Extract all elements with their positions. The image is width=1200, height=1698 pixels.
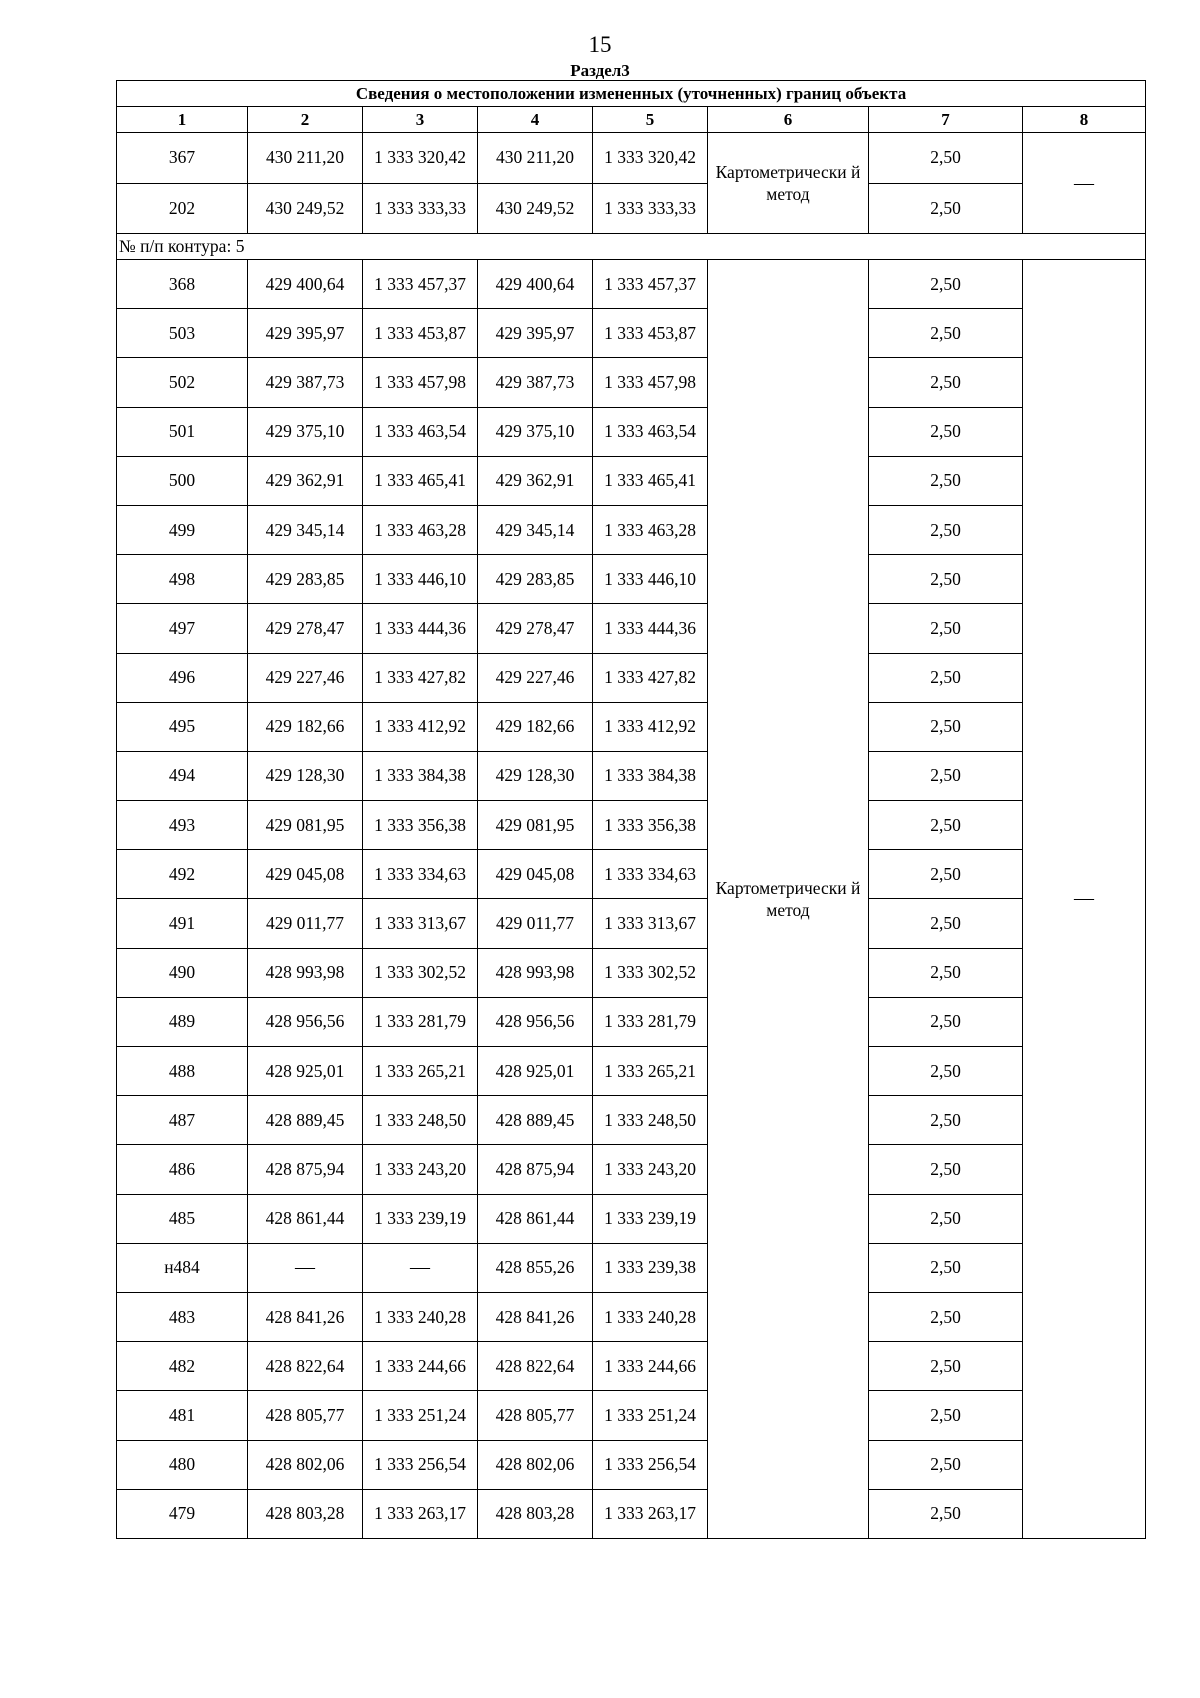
cell-col-7: 2,50 xyxy=(869,358,1023,407)
section-title: Раздел3 xyxy=(570,61,630,80)
cell-col-7: 2,50 xyxy=(869,850,1023,899)
cell-col-3: 1 333 320,42 xyxy=(363,133,478,184)
cell-col-4: 428 889,45 xyxy=(478,1096,593,1145)
table-row xyxy=(117,1145,1146,1194)
cell-col-5: 1 333 463,54 xyxy=(593,407,708,456)
cell-col-1: 495 xyxy=(117,702,248,751)
cell-col-1: 502 xyxy=(117,358,248,407)
cell-col-1: 483 xyxy=(117,1292,248,1341)
column-header-4: 4 xyxy=(478,107,593,133)
cell-col-3: 1 333 281,79 xyxy=(363,997,478,1046)
contour-label: № п/п контура: 5 xyxy=(117,234,1146,260)
cell-col-4: 429 128,30 xyxy=(478,751,593,800)
table-row xyxy=(117,1047,1146,1096)
cell-col-3: 1 333 446,10 xyxy=(363,555,478,604)
table-row xyxy=(117,751,1146,800)
cell-col-2: 428 802,06 xyxy=(248,1440,363,1489)
cell-col-1: 496 xyxy=(117,653,248,702)
cell-col-2: 429 227,46 xyxy=(248,653,363,702)
cell-col-3: 1 333 463,54 xyxy=(363,407,478,456)
cell-col-5: 1 333 384,38 xyxy=(593,751,708,800)
cell-col-3: — xyxy=(363,1243,478,1292)
table-row xyxy=(117,133,1146,184)
cell-col-5: 1 333 320,42 xyxy=(593,133,708,184)
cell-col-1: 503 xyxy=(117,309,248,358)
cell-col-5: 1 333 302,52 xyxy=(593,948,708,997)
cell-col-4: 429 283,85 xyxy=(478,555,593,604)
cell-col-7: 2,50 xyxy=(869,948,1023,997)
cell-col-1: 497 xyxy=(117,604,248,653)
cell-col-4: 430 249,52 xyxy=(478,183,593,234)
cell-col-2: 429 011,77 xyxy=(248,899,363,948)
cell-col-4: 429 362,91 xyxy=(478,456,593,505)
coordinates-table xyxy=(116,80,1146,1539)
table-row xyxy=(117,702,1146,751)
cell-col-4: 429 045,08 xyxy=(478,850,593,899)
cell-col-4: 429 375,10 xyxy=(478,407,593,456)
cell-col-5: 1 333 427,82 xyxy=(593,653,708,702)
table-row xyxy=(117,604,1146,653)
cell-col-2: 428 861,44 xyxy=(248,1194,363,1243)
cell-col-7: 2,50 xyxy=(869,1489,1023,1538)
cell-col-7: 2,50 xyxy=(869,1440,1023,1489)
table-row xyxy=(117,899,1146,948)
cell-col-7: 2,50 xyxy=(869,1342,1023,1391)
column-header-3: 3 xyxy=(363,107,478,133)
cell-col-3: 1 333 356,38 xyxy=(363,801,478,850)
table-row xyxy=(117,358,1146,407)
cell-col-4: 428 855,26 xyxy=(478,1243,593,1292)
cell-col-5: 1 333 240,28 xyxy=(593,1292,708,1341)
cell-col-7: 2,50 xyxy=(869,751,1023,800)
column-header-row xyxy=(117,107,1146,133)
cell-col-3: 1 333 302,52 xyxy=(363,948,478,997)
cell-col-3: 1 333 263,17 xyxy=(363,1489,478,1538)
cell-col-5: 1 333 265,21 xyxy=(593,1047,708,1096)
cell-col-1: 479 xyxy=(117,1489,248,1538)
table-title: Сведения о местоположении измененных (уточненных) границ объекта xyxy=(117,81,1146,107)
cell-col-5: 1 333 239,38 xyxy=(593,1243,708,1292)
cell-col-7: 2,50 xyxy=(869,1292,1023,1341)
cell-col-7: 2,50 xyxy=(869,260,1023,309)
cell-col-5: 1 333 263,17 xyxy=(593,1489,708,1538)
table-row xyxy=(117,1391,1146,1440)
cell-col-5: 1 333 243,20 xyxy=(593,1145,708,1194)
cell-col-3: 1 333 457,37 xyxy=(363,260,478,309)
cell-col-5: 1 333 239,19 xyxy=(593,1194,708,1243)
cell-col-7: 2,50 xyxy=(869,997,1023,1046)
cell-col-1: н484 xyxy=(117,1243,248,1292)
column-header-6: 6 xyxy=(708,107,869,133)
cell-col-4: 429 227,46 xyxy=(478,653,593,702)
cell-col-2: 430 211,20 xyxy=(248,133,363,184)
cell-col-1: 493 xyxy=(117,801,248,850)
cell-col-1: 487 xyxy=(117,1096,248,1145)
cell-col-3: 1 333 313,67 xyxy=(363,899,478,948)
cell-col-4: 428 805,77 xyxy=(478,1391,593,1440)
cell-col-4: 429 081,95 xyxy=(478,801,593,850)
cell-col-2: 429 045,08 xyxy=(248,850,363,899)
cell-col-2: 429 081,95 xyxy=(248,801,363,850)
table-row xyxy=(117,1243,1146,1292)
cell-col-5: 1 333 453,87 xyxy=(593,309,708,358)
table-row xyxy=(117,1342,1146,1391)
cell-col-2: 428 805,77 xyxy=(248,1391,363,1440)
table-row xyxy=(117,456,1146,505)
cell-col-7: 2,50 xyxy=(869,1096,1023,1145)
cell-col-1: 501 xyxy=(117,407,248,456)
cell-col-1: 481 xyxy=(117,1391,248,1440)
cell-col-5: 1 333 256,54 xyxy=(593,1440,708,1489)
cell-col-4: 429 345,14 xyxy=(478,505,593,554)
table-row xyxy=(117,1489,1146,1538)
column-header-5: 5 xyxy=(593,107,708,133)
cell-col-2: 429 283,85 xyxy=(248,555,363,604)
cell-col-1: 367 xyxy=(117,133,248,184)
cell-col-4: 428 861,44 xyxy=(478,1194,593,1243)
cell-col-3: 1 333 248,50 xyxy=(363,1096,478,1145)
cell-col-3: 1 333 333,33 xyxy=(363,183,478,234)
cell-col-5: 1 333 457,98 xyxy=(593,358,708,407)
cell-col-7: 2,50 xyxy=(869,702,1023,751)
cell-col-3: 1 333 239,19 xyxy=(363,1194,478,1243)
cell-col-7: 2,50 xyxy=(869,309,1023,358)
cell-col-5: 1 333 244,66 xyxy=(593,1342,708,1391)
cell-col-7: 2,50 xyxy=(869,899,1023,948)
cell-col-2: 429 278,47 xyxy=(248,604,363,653)
cell-col-3: 1 333 265,21 xyxy=(363,1047,478,1096)
contour-row xyxy=(117,234,1146,260)
cell-col-2: 429 128,30 xyxy=(248,751,363,800)
cell-col-1: 489 xyxy=(117,997,248,1046)
cell-col-2: 429 182,66 xyxy=(248,702,363,751)
cell-col-5: 1 333 248,50 xyxy=(593,1096,708,1145)
cell-col-1: 485 xyxy=(117,1194,248,1243)
cell-col-2: 429 362,91 xyxy=(248,456,363,505)
table-row xyxy=(117,997,1146,1046)
cell-col-5: 1 333 281,79 xyxy=(593,997,708,1046)
cell-col-7: 2,50 xyxy=(869,604,1023,653)
cell-col-1: 490 xyxy=(117,948,248,997)
cell-col-1: 498 xyxy=(117,555,248,604)
cell-col-1: 482 xyxy=(117,1342,248,1391)
cell-col-7: 2,50 xyxy=(869,801,1023,850)
cell-col-4: 428 925,01 xyxy=(478,1047,593,1096)
cell-col-2: 428 875,94 xyxy=(248,1145,363,1194)
cell-col-3: 1 333 256,54 xyxy=(363,1440,478,1489)
cell-col-5: 1 333 446,10 xyxy=(593,555,708,604)
column-header-8: 8 xyxy=(1023,107,1146,133)
cell-col-5: 1 333 333,33 xyxy=(593,183,708,234)
cell-col-2: 429 375,10 xyxy=(248,407,363,456)
cell-col-2: 429 387,73 xyxy=(248,358,363,407)
cell-col-3: 1 333 463,28 xyxy=(363,505,478,554)
table-row xyxy=(117,1096,1146,1145)
cell-col-3: 1 333 244,66 xyxy=(363,1342,478,1391)
cell-col-5: 1 333 313,67 xyxy=(593,899,708,948)
cell-col-7: 2,50 xyxy=(869,1194,1023,1243)
cell-col-7: 2,50 xyxy=(869,505,1023,554)
cell-col-7: 2,50 xyxy=(869,183,1023,234)
cell-col-3: 1 333 243,20 xyxy=(363,1145,478,1194)
table-row xyxy=(117,260,1146,309)
cell-col-1: 488 xyxy=(117,1047,248,1096)
cell-col-2: 428 889,45 xyxy=(248,1096,363,1145)
cell-col-2: 429 345,14 xyxy=(248,505,363,554)
cell-col-5: 1 333 465,41 xyxy=(593,456,708,505)
column-header-2: 2 xyxy=(248,107,363,133)
cell-col-1: 491 xyxy=(117,899,248,948)
cell-col-1: 486 xyxy=(117,1145,248,1194)
cell-col-5: 1 333 457,37 xyxy=(593,260,708,309)
cell-col-4: 429 182,66 xyxy=(478,702,593,751)
table-row xyxy=(117,948,1146,997)
column-header-7: 7 xyxy=(869,107,1023,133)
method-cell: Картометрически й метод xyxy=(708,133,869,234)
cell-col-5: 1 333 334,63 xyxy=(593,850,708,899)
table-row xyxy=(117,801,1146,850)
cell-col-1: 500 xyxy=(117,456,248,505)
cell-col-7: 2,50 xyxy=(869,456,1023,505)
cell-col-5: 1 333 463,28 xyxy=(593,505,708,554)
cell-col-4: 429 387,73 xyxy=(478,358,593,407)
cell-col-3: 1 333 334,63 xyxy=(363,850,478,899)
cell-col-3: 1 333 444,36 xyxy=(363,604,478,653)
cell-col-1: 499 xyxy=(117,505,248,554)
cell-col-4: 430 211,20 xyxy=(478,133,593,184)
table-row xyxy=(117,309,1146,358)
cell-col-7: 2,50 xyxy=(869,653,1023,702)
table-row xyxy=(117,183,1146,234)
cell-col-7: 2,50 xyxy=(869,1243,1023,1292)
cell-col-4: 429 278,47 xyxy=(478,604,593,653)
table-row xyxy=(117,407,1146,456)
cell-col-4: 428 956,56 xyxy=(478,997,593,1046)
cell-col-2: 429 395,97 xyxy=(248,309,363,358)
cell-col-3: 1 333 251,24 xyxy=(363,1391,478,1440)
cell-col-4: 428 802,06 xyxy=(478,1440,593,1489)
cell-col-7: 2,50 xyxy=(869,1391,1023,1440)
table-row xyxy=(117,505,1146,554)
cell-col-7: 2,50 xyxy=(869,555,1023,604)
cell-col-2: 428 841,26 xyxy=(248,1292,363,1341)
cell-col-7: 2,50 xyxy=(869,407,1023,456)
cell-col-1: 368 xyxy=(117,260,248,309)
cell-col-2: 428 993,98 xyxy=(248,948,363,997)
cell-col-7: 2,50 xyxy=(869,1047,1023,1096)
cell-col-1: 480 xyxy=(117,1440,248,1489)
table-row xyxy=(117,850,1146,899)
cell-col-4: 429 395,97 xyxy=(478,309,593,358)
cell-col-3: 1 333 240,28 xyxy=(363,1292,478,1341)
cell-col-4: 428 993,98 xyxy=(478,948,593,997)
cell-col-3: 1 333 457,98 xyxy=(363,358,478,407)
table-row xyxy=(117,1194,1146,1243)
cell-col-5: 1 333 251,24 xyxy=(593,1391,708,1440)
cell-col-2: 428 925,01 xyxy=(248,1047,363,1096)
table-row xyxy=(117,1440,1146,1489)
cell-col-3: 1 333 384,38 xyxy=(363,751,478,800)
cell-col-2: 428 803,28 xyxy=(248,1489,363,1538)
column-header-1: 1 xyxy=(117,107,248,133)
cell-col-3: 1 333 412,92 xyxy=(363,702,478,751)
method-cell: Картометрически й метод xyxy=(708,260,869,1539)
cell-col-4: 429 400,64 xyxy=(478,260,593,309)
cell-col-3: 1 333 427,82 xyxy=(363,653,478,702)
cell-col-1: 494 xyxy=(117,751,248,800)
table-row xyxy=(117,555,1146,604)
table-row xyxy=(117,653,1146,702)
cell-col-3: 1 333 453,87 xyxy=(363,309,478,358)
table-row xyxy=(117,1292,1146,1341)
cell-col-4: 428 875,94 xyxy=(478,1145,593,1194)
cell-col-5: 1 333 444,36 xyxy=(593,604,708,653)
cell-col-1: 202 xyxy=(117,183,248,234)
cell-col-1: 492 xyxy=(117,850,248,899)
cell-col-5: 1 333 356,38 xyxy=(593,801,708,850)
cell-col-5: 1 333 412,92 xyxy=(593,702,708,751)
cell-col-4: 428 803,28 xyxy=(478,1489,593,1538)
col8-cell: — xyxy=(1023,260,1146,1539)
cell-col-2: — xyxy=(248,1243,363,1292)
page-number: 15 xyxy=(588,32,612,57)
cell-col-2: 428 956,56 xyxy=(248,997,363,1046)
col8-cell: — xyxy=(1023,133,1146,234)
cell-col-4: 428 822,64 xyxy=(478,1342,593,1391)
cell-col-4: 428 841,26 xyxy=(478,1292,593,1341)
cell-col-3: 1 333 465,41 xyxy=(363,456,478,505)
cell-col-2: 429 400,64 xyxy=(248,260,363,309)
table-body xyxy=(117,133,1146,1539)
cell-col-2: 430 249,52 xyxy=(248,183,363,234)
cell-col-4: 429 011,77 xyxy=(478,899,593,948)
cell-col-2: 428 822,64 xyxy=(248,1342,363,1391)
cell-col-7: 2,50 xyxy=(869,133,1023,184)
cell-col-7: 2,50 xyxy=(869,1145,1023,1194)
